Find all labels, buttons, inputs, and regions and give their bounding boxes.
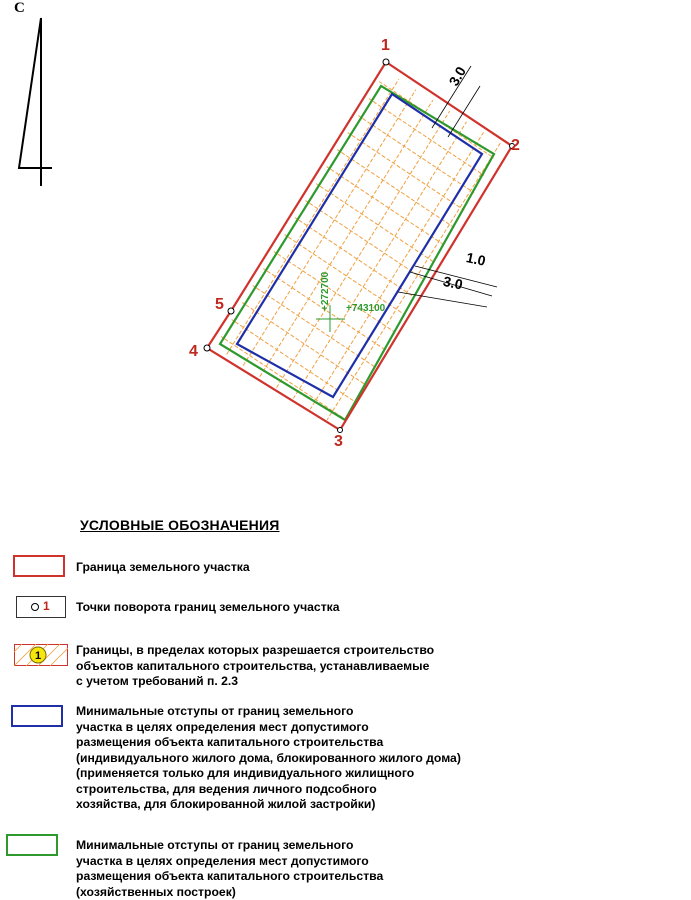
legend-swatch-points (16, 596, 66, 618)
legend-text-points: Точки поворота границ земельного участка (76, 600, 340, 614)
legend-swatch-hatch (14, 644, 68, 666)
hatch-line (180, 31, 429, 429)
hatch-line (366, 0, 591, 150)
legend-swatch-boundary (13, 555, 65, 577)
point-label-4: 4 (189, 343, 198, 360)
hatch-line (260, 170, 485, 320)
coord-horizontal: +743100 (346, 303, 386, 314)
hatch-line (206, 255, 431, 405)
legend-text-green: Минимальные отступы от границ земельного участка в целях определения мест допустимого размещения объекта капитального строительства (хозяйственных построек) (76, 838, 384, 899)
blue-setback-outline (237, 94, 482, 397)
point-label-3: 3 (334, 433, 343, 450)
hatch-line (330, 131, 579, 510)
north-arrow-icon (19, 18, 52, 186)
buildable-area-hatch (130, 0, 590, 510)
hatch-line (238, 204, 463, 354)
hatch-line (313, 119, 562, 510)
dim-label-b: 1.0 (464, 249, 488, 269)
hatch-line (147, 9, 396, 407)
hatch-line (249, 187, 474, 337)
hatch-line (132, 373, 357, 510)
legend-swatch-green (6, 834, 58, 856)
legend-title: УСЛОВНЫЕ ОБОЗНАЧЕНИЯ (80, 517, 280, 533)
legend-text-boundary: Граница земельного участка (76, 560, 250, 574)
green-setback-outline (220, 86, 494, 420)
hatch-line (153, 339, 378, 489)
hatch-line (175, 306, 400, 456)
legend-text-blue: Минимальные отступы от границ земельного участка в целях определения мест допустимого размещения объекта капитального строительства (индивидуального жилого дома, блокированного жилого дома) (применяется только для индивидуального жилищного строительства, для ведения личного подсобного хозяйства, для блокированной жилой застройки) (76, 704, 461, 811)
legend-marker-number: 1 (34, 650, 42, 662)
hatch-line (217, 238, 442, 388)
point-label-2: 2 (511, 137, 520, 154)
point-label-1: 1 (381, 37, 390, 54)
legend-text-buildable: Границы, в пределах которых разрешается строительство объектов капитального строительства, устанавливаемые с учетом требований п. 2.3 (76, 643, 435, 688)
turning-points (204, 59, 515, 433)
hatch-line (130, 0, 379, 396)
coord-vertical: +272700 (320, 271, 331, 311)
point-circle-icon (31, 603, 39, 611)
point-label-5: 5 (215, 296, 224, 313)
north-label: С (14, 0, 25, 16)
legend-swatch-blue (11, 705, 63, 727)
legend-sample-point-number: 1 (43, 599, 50, 613)
dim-label-a: 3.0 (445, 63, 470, 89)
plot-boundary (207, 62, 512, 430)
dim-label-c: 3.0 (441, 272, 465, 293)
